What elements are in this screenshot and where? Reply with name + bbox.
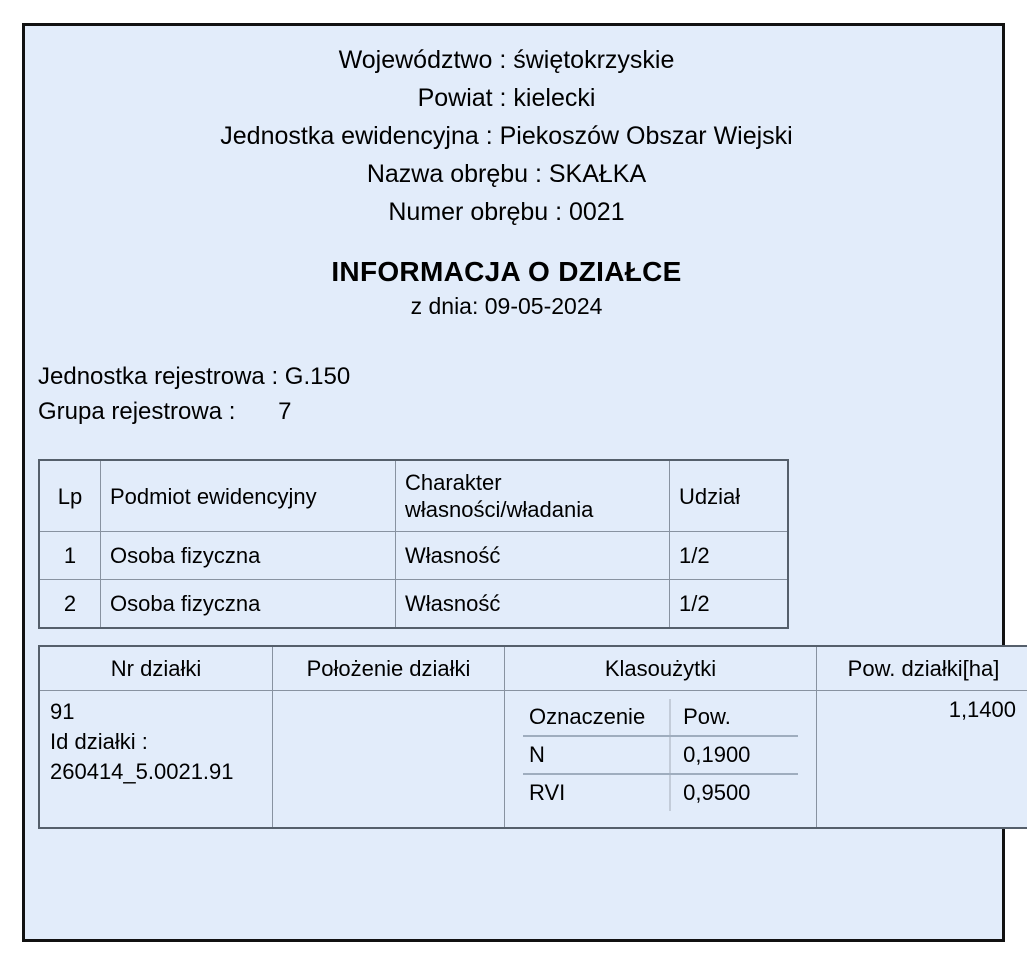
owner-subject: Osoba fizyczna [101, 580, 396, 629]
page-title: INFORMACJA O DZIAŁCE [331, 256, 682, 287]
header-line-numer-obrebu: Numer obrębu : 0021 [388, 198, 625, 226]
title-block [25, 254, 988, 322]
table-row [39, 580, 788, 629]
owner-lp: 1 [39, 532, 101, 580]
document-page [22, 23, 1016, 942]
owner-character: Własność [396, 580, 670, 629]
parcels-table-header-row [39, 646, 1027, 691]
class-header-designation: Oznaczenie [523, 699, 670, 736]
parcels-header-number: Nr działki [39, 646, 273, 691]
owners-table [38, 459, 789, 629]
class-header-area: Pow. [670, 699, 798, 736]
table-row [39, 532, 788, 580]
owners-header-subject: Podmiot ewidencyjny [101, 460, 396, 532]
empty-bottom-area [38, 816, 997, 936]
registry-unit-label: Jednostka rejestrowa : [38, 363, 279, 390]
owners-header-character: Charakter własności/władania [396, 460, 670, 532]
document-date: z dnia: 09-05-2024 [410, 293, 603, 319]
registry-group-label: Grupa rejestrowa : [38, 398, 236, 425]
registry-group-value: 7 [278, 398, 292, 425]
parcel-id-value: 260414_5.0021.91 [50, 759, 234, 784]
owners-header-share: Udział [670, 460, 789, 532]
list-item [523, 774, 798, 811]
parcel-id-label: Id działki : [50, 729, 148, 754]
parcels-header-location: Położenie działki [273, 646, 505, 691]
parcel-number: 91 [50, 699, 75, 724]
header-line-powiat: Powiat : kielecki [417, 84, 596, 112]
owner-share: 1/2 [670, 532, 789, 580]
registry-unit-line [38, 359, 638, 394]
parcel-area: 1,1400 [817, 691, 1027, 829]
class-area: 0,9500 [683, 780, 751, 805]
owner-character: Własność [396, 532, 670, 580]
registry-unit-value: G.150 [284, 363, 351, 390]
table-row [39, 691, 1027, 829]
registry-group-line [38, 394, 638, 429]
class-use-table [523, 699, 798, 811]
parcel-location [273, 691, 505, 829]
parcels-table [38, 645, 1027, 829]
parcels-header-area: Pow. działki[ha] [817, 646, 1027, 691]
parcel-number-cell [39, 691, 273, 829]
parcel-classes-cell [505, 691, 817, 829]
list-item [523, 736, 798, 774]
header-line-jednostka-ewidencyjna: Jednostka ewidencyjna : Piekoszów Obszar Wiejski [220, 122, 793, 150]
header-line-nazwa-obrebu: Nazwa obrębu : SKAŁKA [366, 160, 647, 188]
class-area: 0,1900 [670, 736, 798, 774]
owner-share: 1/2 [670, 580, 789, 629]
header-line-wojewodztwo: Województwo : świętokrzyskie [338, 46, 675, 74]
owner-subject: Osoba fizyczna [101, 532, 396, 580]
registry-info [38, 359, 638, 429]
owners-table-header-row [39, 460, 788, 532]
owners-header-lp: Lp [39, 460, 101, 532]
class-designation: N [523, 736, 670, 774]
class-use-header-row [523, 699, 798, 736]
class-designation: RVI [523, 774, 670, 811]
parcels-header-classes: Klasoużytki [505, 646, 817, 691]
owner-lp: 2 [39, 580, 101, 629]
document-header [25, 41, 988, 231]
